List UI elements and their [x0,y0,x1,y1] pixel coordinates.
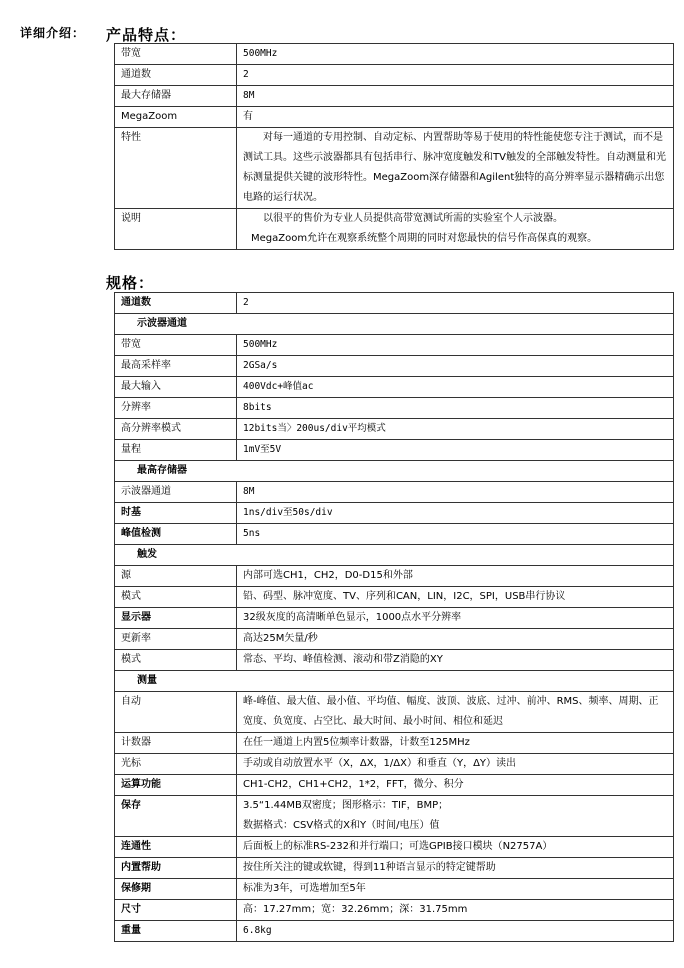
row-label: 分辨率 [115,398,237,419]
section-heading: 最高存储器 [115,461,674,482]
row-label: 内置帮助 [115,858,237,879]
row-value: 在任一通道上内置5位频率计数器，计数至125MHz [237,733,674,754]
table-row [115,482,674,503]
row-value: 32级灰度的高清晰单色显示，1000点水平分辨率 [237,608,674,629]
row-label: 带宽 [115,335,237,356]
row-value: 峰-峰值、最大值、最小值、平均值、幅度、波顶、波底、过冲、前冲、RMS、频率、周期、正宽度、负宽度、占空比、最大时间、最小时间、相位和延迟 [237,692,674,733]
table-row [115,837,674,858]
row-label: 重量 [115,921,237,942]
row-value: 有 [237,107,674,128]
row-label: 高分辨率模式 [115,419,237,440]
row-value: 高达25M矢量/秒 [237,629,674,650]
table-row [115,858,674,879]
section-heading: 测量 [115,671,674,692]
description-line-2: MegaZoom允许在观察系统整个周期的同时对您最快的信号作高保真的观察。 [251,233,598,244]
row-label: 最高采样率 [115,356,237,377]
row-value: 内部可选CH1，CH2，D0-D15和外部 [237,566,674,587]
row-value [237,796,674,837]
row-value: 500MHz [237,44,674,65]
table-row [115,107,674,128]
row-value: 500MHz [237,335,674,356]
table-row [115,566,674,587]
row-label: 保修期 [115,879,237,900]
row-label: 连通性 [115,837,237,858]
table-row [115,440,674,461]
table-row [115,921,674,942]
row-label: 计数器 [115,733,237,754]
table-row [115,503,674,524]
row-label: 最大存储器 [115,86,237,107]
row-label: 通道数 [115,65,237,86]
features-title: 产品特点： [106,26,187,44]
section-heading: 触发 [115,545,674,566]
specs-title: 规格： [106,274,155,292]
row-value: 标准为3年，可选增加至5年 [237,879,674,900]
row-label: 说明 [115,209,237,250]
row-label: 通道数 [115,293,237,314]
row-label: 模式 [115,587,237,608]
row-label: 模式 [115,650,237,671]
row-value: CH1-CH2，CH1+CH2，1*2，FFT，微分、积分 [237,775,674,796]
row-label: 运算功能 [115,775,237,796]
table-row [115,44,674,65]
feature-paragraph: 对每一通道的专用控制、自动定标、内置帮助等易于使用的特性能使您专注于测试，而不是测试工具。这些示波器都具有包括串行、脉冲宽度触发和TV触发的全部触发特性。自动测量和光标测量提供关键的波形特性。MegaZoom深存储器和Agilent独特的高分辨率显示器精确示出您电路的运行状况。 [243,132,666,203]
table-row [115,419,674,440]
row-label: 自动 [115,692,237,733]
row-label: 带宽 [115,44,237,65]
table-row [115,650,674,671]
row-value: 2 [237,65,674,86]
row-value: 常态、平均、峰值检测、滚动和带Z消隐的XY [237,650,674,671]
table-row [115,692,674,733]
row-value: 1ns/div至50s/div [237,503,674,524]
row-value [237,209,674,250]
row-label: 最大输入 [115,377,237,398]
table-row [115,754,674,775]
row-label: 特性 [115,128,237,209]
table-row [115,629,674,650]
row-value: 8M [237,86,674,107]
section-heading: 示波器通道 [115,314,674,335]
table-row [115,377,674,398]
table-row [115,86,674,107]
table-row [115,356,674,377]
table-row [115,900,674,921]
table-row [115,775,674,796]
row-value: 2GSa/s [237,356,674,377]
row-label: 更新率 [115,629,237,650]
table-section-row [115,545,674,566]
row-value: 高：17.27mm；宽：32.26mm；深：31.75mm [237,900,674,921]
row-label: 光标 [115,754,237,775]
row-value: 8bits [237,398,674,419]
table-row [115,65,674,86]
table-row [115,879,674,900]
row-value: 手动或自动放置水平（X，ΔX，1/ΔX）和垂直（Y，ΔY）读出 [237,754,674,775]
features-table [114,43,674,250]
table-row [115,608,674,629]
table-section-row [115,671,674,692]
row-label: 量程 [115,440,237,461]
row-label: 显示器 [115,608,237,629]
row-value: 8M [237,482,674,503]
row-label: 示波器通道 [115,482,237,503]
table-row [115,398,674,419]
row-label: 峰值检测 [115,524,237,545]
specs-table [114,292,674,942]
table-row [115,209,674,250]
intro-label: 详细介绍： [20,26,86,40]
row-value: 12bits当〉200us/div平均模式 [237,419,674,440]
table-row [115,524,674,545]
table-section-row [115,314,674,335]
row-value: 按住所关注的键或软键，得到11种语言显示的特定键帮助 [237,858,674,879]
table-row [115,733,674,754]
table-row [115,796,674,837]
row-label: 保存 [115,796,237,837]
table-row [115,335,674,356]
row-label: 源 [115,566,237,587]
row-label: 尺寸 [115,900,237,921]
description-line-1: 以很平的售价为专业人员提供高带宽测试所需的实验室个人示波器。 [263,213,563,224]
row-label: 时基 [115,503,237,524]
row-value: 6.8kg [237,921,674,942]
table-row [115,587,674,608]
row-value: 铅、码型、脉冲宽度、TV、序列和CAN，LIN，I2C，SPI，USB串行协议 [237,587,674,608]
save-line-1: 3.5“1.44MB双密度；图形格示：TIF，BMP； [243,800,449,811]
save-line-2: 数据格式：CSV格式的X和Y（时间/电压）值 [243,820,440,831]
table-section-row [115,461,674,482]
table-row [115,128,674,209]
row-value: 1mV至5V [237,440,674,461]
row-value [237,128,674,209]
table-row [115,293,674,314]
row-label: MegaZoom [115,107,237,128]
row-value: 后面板上的标准RS-232和并行端口；可选GPIB接口模块（N2757A） [237,837,674,858]
row-value: 5ns [237,524,674,545]
row-value: 2 [237,293,674,314]
row-value: 400Vdc+峰值ac [237,377,674,398]
